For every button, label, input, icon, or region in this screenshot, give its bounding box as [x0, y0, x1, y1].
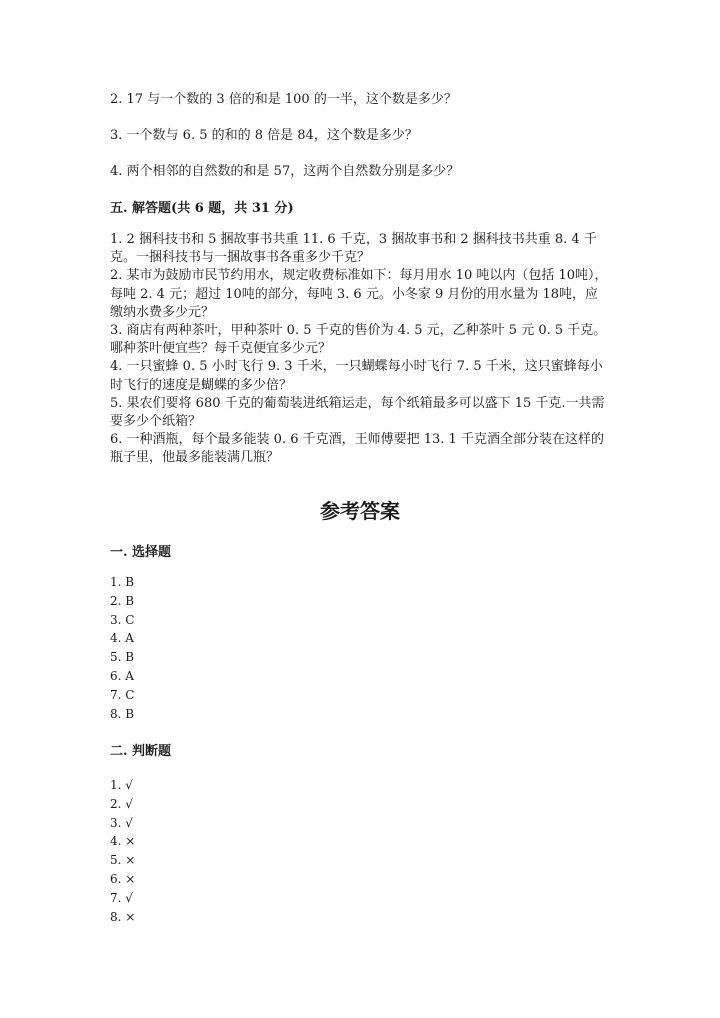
- problem-1: 1. 2 捆科技书和 5 捆故事书共重 11. 6 千克，3 捆故事书和 2 捆科技书共重 8. 4 千克。一捆科技书与一捆故事书各重多少千克？: [110, 232, 597, 266]
- problem-2: 2. 某市为鼓励市民节约用水，规定收费标准如下：每月用水 10 吨以内（包括 10吨），每吨 2. 4 元；超过 10吨的部分，每吨 3. 6 元。小冬家 9 月份的用水量为 18吨，应缴纳水费多少元？: [110, 268, 608, 320]
- answer-item: 7. C: [110, 687, 135, 702]
- problem-4: 4. 一只蜜蜂 0. 5 小时飞行 9. 3 千米，一只蝴蝶每小时飞行 7. 5 千米，这只蜜蜂每小时飞行的速度是蝴蝶的多少倍？: [110, 359, 603, 393]
- problem-6: 6. 一种酒瓶，每个最多能装 0. 6 千克酒，王师傅要把 13. 1 千克酒全部分装在这样的瓶子里，他最多能装满几瓶？: [110, 432, 604, 466]
- question-4: 4. 两个相邻的自然数的和是 57，这两个自然数分别是多少？: [110, 164, 460, 179]
- answer-list: [110, 573, 134, 723]
- answer-item: 5. B: [110, 650, 135, 665]
- answer-list: [110, 776, 135, 926]
- answer-item: 1. B: [110, 575, 135, 589]
- problem-5: 5. 果农们要将 680 千克的葡萄装进纸箱运走，每个纸箱最多可以盛下 15 千克.一共需要多少个纸箱？: [110, 395, 605, 430]
- answer-item: 2. B: [110, 593, 135, 608]
- question-3: 3. 一个数与 6. 5 的和的 8 倍是 84，这个数是多少？: [110, 128, 418, 143]
- answer-item: 6. A: [110, 668, 134, 683]
- answer-section-heading: 二. 判断题: [110, 744, 172, 759]
- answer-item: 4. ×: [110, 834, 136, 849]
- answer-item: 7. √: [110, 890, 133, 905]
- answer-item: 4. A: [110, 631, 134, 646]
- answer-item: 8. B: [110, 706, 135, 721]
- question-2: 2. 17 与一个数的 3 倍的和是 100 的一半，这个数是多少？: [110, 92, 457, 107]
- problem-3: 3. 商店有两种茶叶，甲种茶叶 0. 5 千克的售价为 4. 5 元，乙种茶叶 5 元 0. 5 千克。哪种茶叶便宜些？每千克便宜多少元？: [110, 323, 607, 357]
- answer-item: 6. ×: [110, 871, 136, 886]
- answer-item: 1. √: [110, 778, 133, 792]
- answer-item: 2. √: [110, 796, 133, 811]
- answer-section-heading: 一. 选择题: [110, 545, 172, 560]
- answer-item: 3. C: [110, 612, 135, 627]
- section-5-heading: 五. 解答题(共 6 题，共 31 分): [110, 201, 294, 216]
- answer-item: 5. ×: [110, 853, 136, 868]
- answer-item: 8. ×: [110, 909, 136, 924]
- word-problems: [110, 231, 610, 468]
- answers-title: 参考答案: [320, 499, 400, 523]
- answer-item: 3. √: [110, 815, 133, 830]
